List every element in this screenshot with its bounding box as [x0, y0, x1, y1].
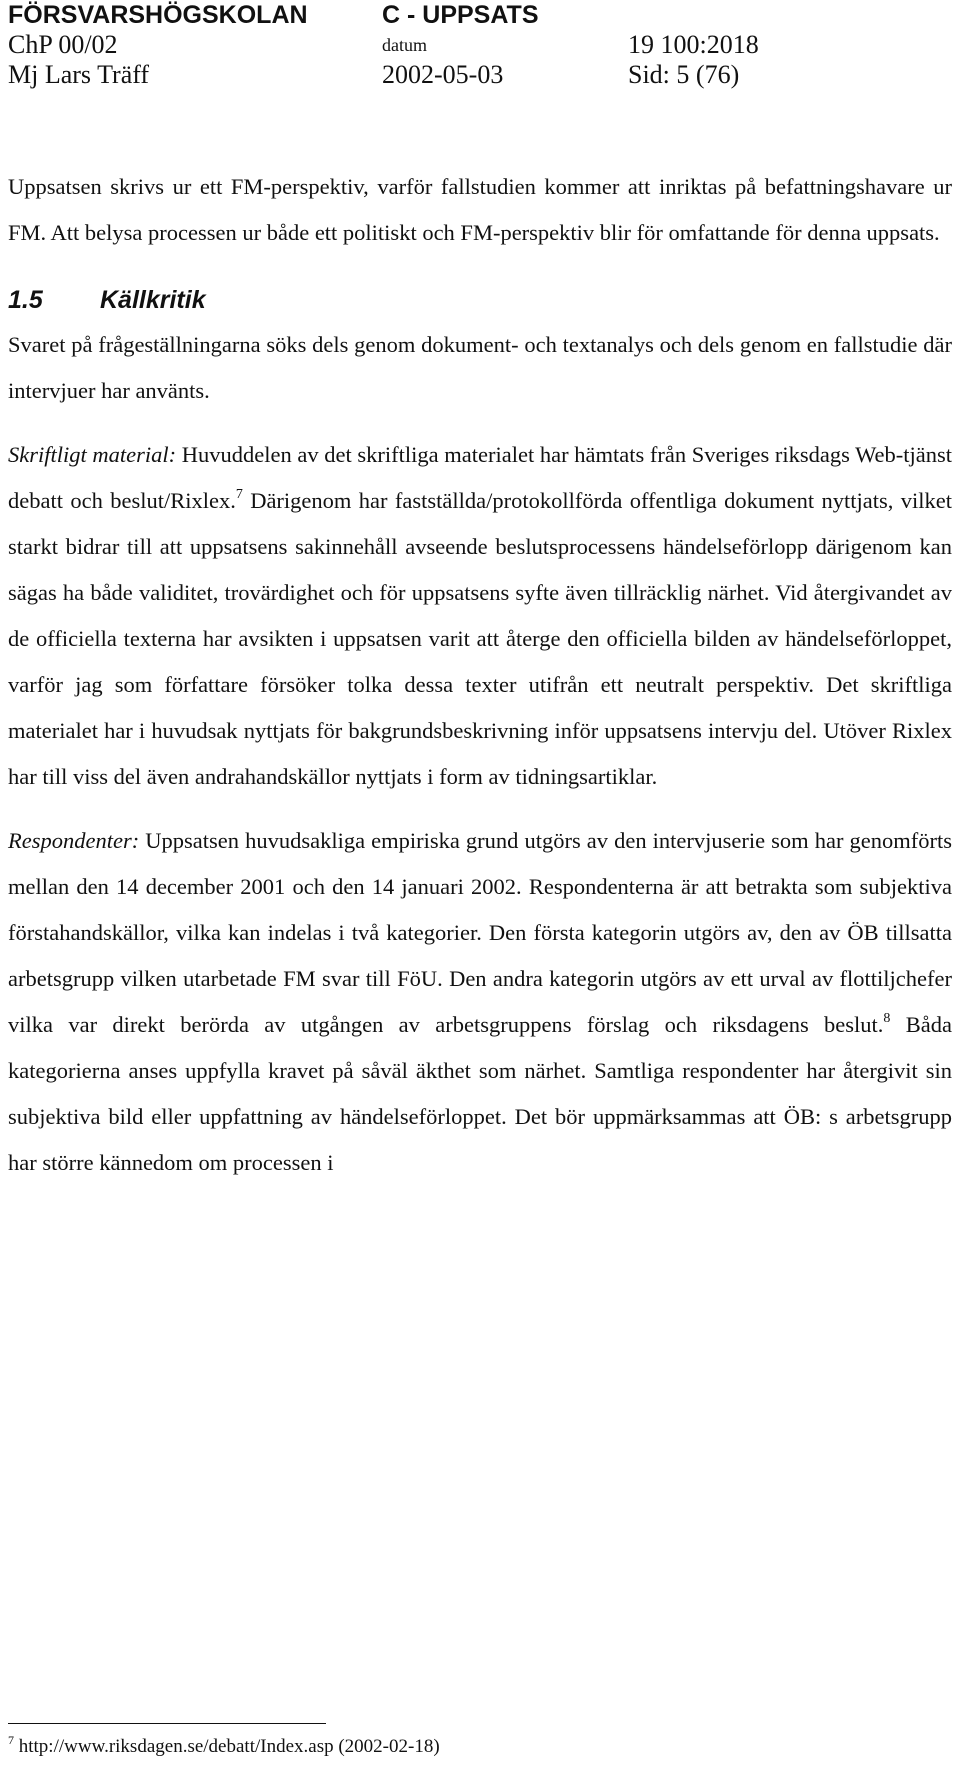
footnote-divider	[8, 1723, 326, 1724]
header-row-institution	[8, 0, 952, 30]
respondents-paragraph	[8, 818, 952, 1186]
footnote	[8, 1734, 440, 1760]
course-code: ChP 00/02	[8, 30, 118, 59]
document-number: 19 100:2018	[628, 30, 759, 59]
footnote-number: 7	[8, 1733, 14, 1747]
header-row-reference	[8, 30, 952, 60]
intro-paragraph: Uppsatsen skrivs ur ett FM-perspektiv, varför fallstudien kommer att inriktas på befattningshavare ur FM. Att belysa processen ur både ett politiskt och FM-perspektiv blir för omfattande för denna uppsats.	[8, 174, 952, 245]
page-number: Sid: 5 (76)	[628, 60, 740, 89]
header-row-author	[8, 60, 952, 90]
respondents-lead: Respondenter:	[8, 828, 140, 853]
written-material-lead: Skriftligt material:	[8, 442, 177, 467]
section-number: 1.5	[8, 286, 43, 314]
document-type: C - UPPSATS	[382, 1, 539, 29]
section-title: Källkritik	[100, 286, 206, 314]
footnote-ref-8[interactable]: 8	[883, 1011, 891, 1026]
section-intro-paragraph: Svaret på frågeställningarna söks dels genom dokument- och textanalys och dels genom en fallstudie där intervjuer har använts.	[8, 332, 952, 403]
footnote-text[interactable]: http://www.riksdagen.se/debatt/Index.asp (2002-02-18)	[14, 1736, 440, 1757]
written-material-text-a: Huvuddelen av det skriftliga materialet har hämtats från Sveriges riksdags Web-tjänst debatt och beslut/Rixlex.	[8, 442, 952, 513]
page-header	[8, 0, 952, 90]
written-material-paragraph	[8, 432, 952, 800]
page-body	[8, 164, 952, 1186]
respondents-text-b: Båda kategorierna anses uppfylla kravet på såväl äkthet som närhet. Samtliga respondenter har återgivit sin subjektiva bild eller uppfattning av händelseförloppet. Det bör uppmärksammas att ÖB: s arbetsgrupp har större kännedom om processen i	[8, 1012, 952, 1175]
written-material-text-b: Därigenom har fastställda/protokollförda offentliga dokument nyttjats, vilket starkt bidrar till att uppsatsens sakinnehåll avseende beslutsprocessens händelseförlopp därigenom kan sägas ha både validitet, trovärdighet och för uppsatsens syfte även tillräcklig närhet. Vid återgivandet av de officiella texterna har avsikten i uppsatsen varit att återge den officiella bilden av händelseförloppet, varför jag som författare försöker tolka dessa texter utifrån ett neutralt perspektiv. Det skriftliga materialet har i huvudsak nyttjats för bakgrundsbeskrivning inför uppsatsens intervju del. Utöver Rixlex har till viss del även andrahandskällor nyttjats i form av tidningsartiklar.	[8, 488, 952, 789]
institution-name: FÖRSVARSHÖGSKOLAN	[8, 1, 308, 29]
date-label: datum	[382, 35, 427, 55]
section-heading	[8, 280, 952, 320]
respondents-text-a: Uppsatsen huvudsakliga empiriska grund utgörs av den intervjuserie som har genomförts mellan den 14 december 2001 och den 14 januari 2002. Respondenterna är att betrakta som subjektiva förstahandskällor, vilka kan indelas i två kategorier. Den första kategorin utgörs av, den av ÖB tillsatta arbetsgrupp vilken utarbetade FM svar till FöU. Den andra kategorin utgörs av ett urval av flottiljchefer vilka var direkt berörda av utgången av arbetsgruppens förslag och riksdagens beslut.	[8, 828, 952, 1037]
document-date: 2002-05-03	[382, 60, 504, 89]
footnote-ref-7[interactable]: 7	[235, 487, 243, 502]
author-name: Mj Lars Träff	[8, 60, 150, 89]
